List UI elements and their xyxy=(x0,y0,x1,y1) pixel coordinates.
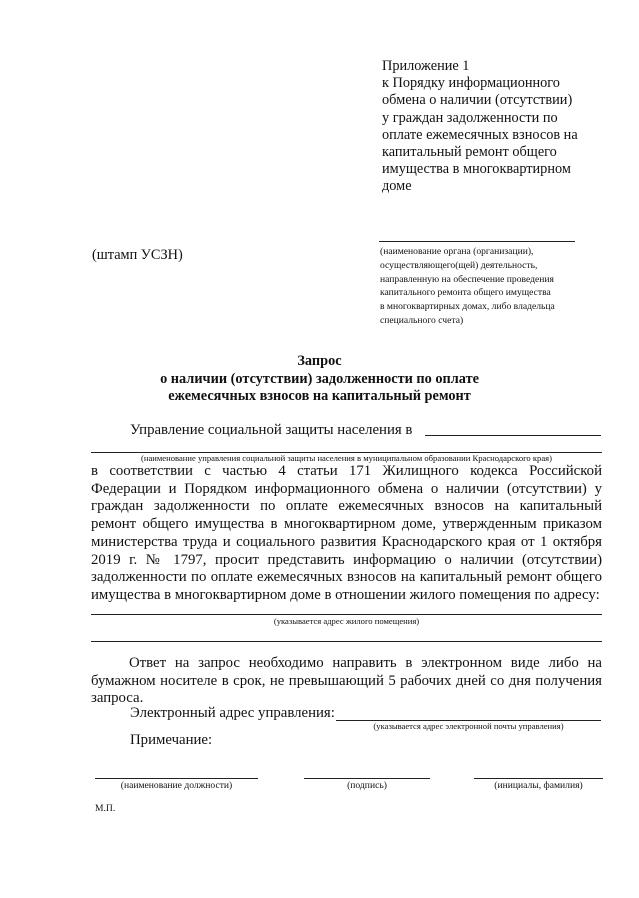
signature-fill-line xyxy=(304,778,430,779)
position-fill-line xyxy=(95,778,258,779)
org-caption-line: направленную на обеспечение проведения xyxy=(380,273,554,285)
name-fill-line xyxy=(474,778,603,779)
recipient-org-line xyxy=(379,241,575,242)
appendix-header xyxy=(382,58,622,196)
email-label: Электронный адрес управления: xyxy=(130,705,335,721)
stamp-placeholder: (штамп УСЗН) xyxy=(92,247,183,263)
org-caption-line: капитального ремонта общего имущества xyxy=(380,287,551,299)
email-caption: (указывается адрес электронной почты управления) xyxy=(373,721,564,731)
request-body: в соответствии с частью 4 статьи 171 Жилищного кодекса Российской Федерации и Порядком информационного обмена о наличии (отсутствии) у граждан задолженности по оплате ежемесячных взносов на капитальный ремонт общего имущества в многоквартирном доме, утвержденным приказом министерства труда и социального развития Краснодарского края от 1 октября 2019 г. № 1797, просит представить информацию о наличии (отсутствии) задолженности по оплате ежемесячных взносов на капитальный ремонт общего имущества в многоквартирном доме в отношении жилого помещения по адресу: xyxy=(91,463,602,603)
appendix-line: обмена о наличии (отсутствии) xyxy=(382,92,573,109)
appendix-line: имущества в многоквартирном xyxy=(382,161,571,178)
title-line-1: Запрос xyxy=(297,353,342,369)
answer-instructions: Ответ на запрос необходимо направить в электронном виде либо на бумажном носителе в срок, не превышающий 5 рабочих дней со дня получения запроса. xyxy=(91,655,602,707)
document-title xyxy=(0,353,639,406)
address-caption: (указывается адрес жилого помещения) xyxy=(273,616,420,626)
address-fill-line-2 xyxy=(91,641,602,642)
address-fill-line xyxy=(91,614,602,615)
municipality-caption: (наименование управления социальной защиты населения в муниципальном образовании Краснодарского края) xyxy=(141,453,552,463)
municipality-fill-line xyxy=(425,435,601,436)
name-caption: (инициалы, фамилия) xyxy=(494,780,583,791)
signature-caption: (подпись) xyxy=(347,780,387,791)
org-caption-line: осуществляющего(щей) деятельность, xyxy=(380,259,538,271)
org-caption-line: в многоквартирных домах, либо владельца xyxy=(380,301,555,313)
request-intro: Управление социальной защиты населения в xyxy=(130,422,413,438)
appendix-line: Приложение 1 xyxy=(382,58,470,74)
title-line-2: о наличии (отсутствии) задолженности по оплате xyxy=(160,370,479,387)
appendix-line: к Порядку информационного xyxy=(382,75,560,92)
org-caption-line: специального счета) xyxy=(380,314,464,326)
recipient-org-caption xyxy=(380,245,600,328)
position-caption: (наименование должности) xyxy=(120,780,233,791)
appendix-line: доме xyxy=(382,178,412,195)
appendix-line: оплате ежемесячных взносов на xyxy=(382,126,578,143)
note-label: Примечание: xyxy=(130,732,213,748)
appendix-line: капитальный ремонт общего xyxy=(382,144,557,161)
appendix-line: у граждан задолженности по xyxy=(382,109,558,126)
title-line-3: ежемесячных взносов на капитальный ремонт xyxy=(168,388,471,404)
org-caption-line: (наименование органа (организации), xyxy=(380,246,534,257)
seal-place: М.П. xyxy=(95,803,116,814)
